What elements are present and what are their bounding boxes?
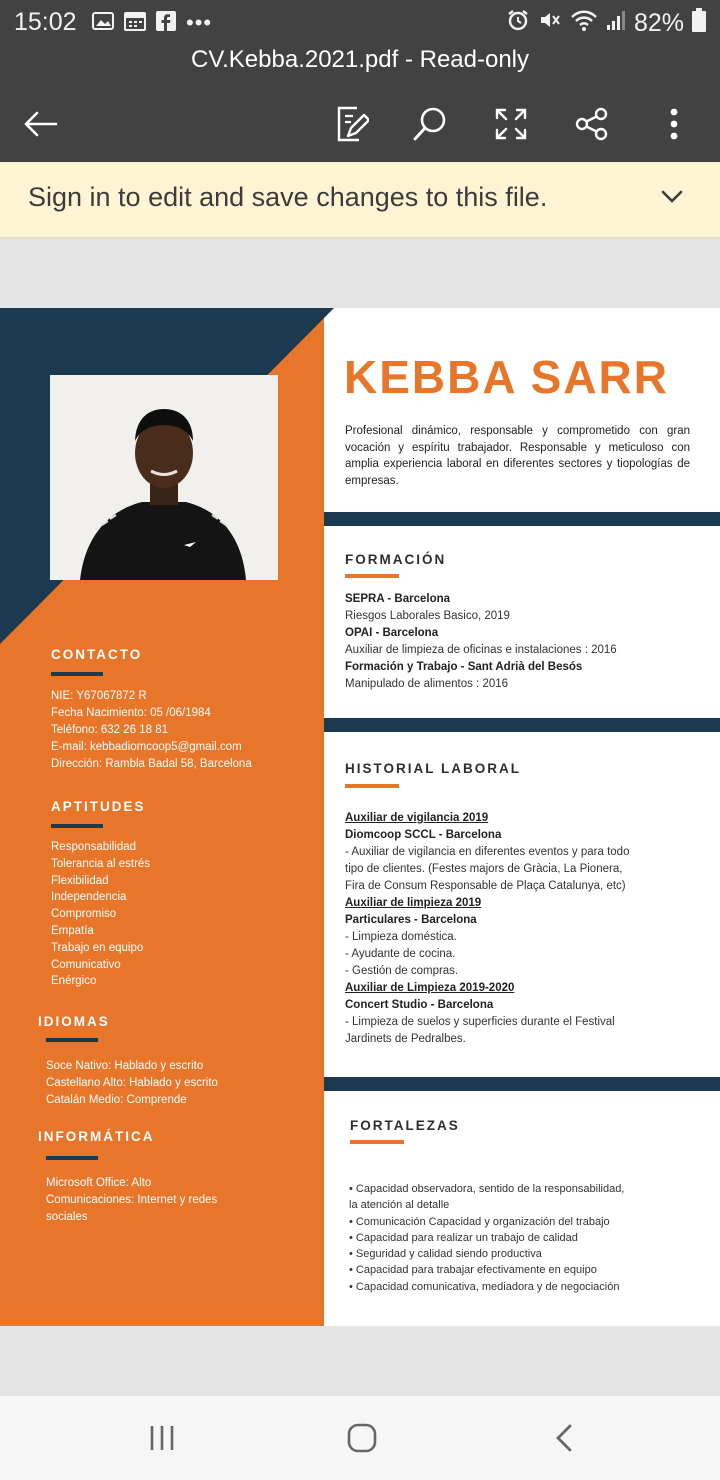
- formacion-line: Auxiliar de limpieza de oficinas e instalaciones : 2016: [345, 644, 617, 656]
- aptitud-item: Tolerancia al estrés: [51, 857, 151, 870]
- calendar-icon: [124, 11, 146, 36]
- historial-line: Fira de Consum Responsable de Plaça Catalunya, etc): [345, 880, 626, 892]
- informatica-divider: [46, 1156, 98, 1160]
- share-icon[interactable]: [570, 102, 614, 146]
- facebook-icon: [156, 11, 176, 36]
- back-icon[interactable]: [542, 1416, 586, 1460]
- cv-summary: Profesional dinámico, responsable y comprometido con gran vocación y espíritu trabajador. Responsable y meticuloso con amplia experiencia laboral en diferentes sectores y tiopologías de empresas.: [345, 425, 690, 487]
- aptitud-item: Empatía: [51, 924, 94, 937]
- aptitud-item: Responsabilidad: [51, 841, 137, 853]
- banner-text: Sign in to edit and save changes to this file.: [28, 182, 548, 212]
- pdf-page: [0, 308, 720, 1326]
- historial-line: Concert Studio - Barcelona: [345, 999, 494, 1011]
- formacion-line: Formación y Trabajo - Sant Adrià del Besós: [345, 661, 583, 673]
- idioma-item: Soce Nativo: Hablado y escrito: [46, 1060, 204, 1072]
- fullscreen-icon[interactable]: [489, 102, 533, 146]
- aptitud-item: Independencia: [51, 891, 127, 904]
- fortaleza-item: • Capacidad comunicativa, mediadora y de negociación: [349, 1280, 620, 1293]
- aptitudes-divider: [51, 824, 103, 828]
- signal-icon: [606, 9, 626, 38]
- aptitud-item: Comunicativo: [51, 958, 121, 971]
- fortaleza-item: • Capacidad para trabajar efectivamente en equipo: [349, 1264, 597, 1277]
- formacion-list: [345, 591, 685, 693]
- fortalezas-list: [349, 1181, 689, 1295]
- idiomas-heading: IDIOMAS: [38, 1014, 110, 1029]
- historial-divider: [345, 784, 399, 788]
- aptitudes-heading: APTITUDES: [51, 799, 146, 814]
- sign-in-banner[interactable]: [0, 162, 720, 238]
- formacion-line: Manipulado de alimentos : 2016: [345, 678, 509, 690]
- historial-line: Particulares - Barcelona: [345, 914, 477, 926]
- cv-name: KEBBA SARR: [344, 351, 669, 403]
- informatica-item: Comunicaciones: Internet y redes: [46, 1194, 218, 1206]
- toolbar: [0, 44, 720, 162]
- mute-icon: [538, 8, 562, 39]
- formacion-line: Riesgos Laborales Basico, 2019: [345, 610, 510, 622]
- edit-icon[interactable]: [330, 102, 374, 146]
- recent-apps-icon[interactable]: [140, 1416, 184, 1460]
- formacion-line: OPAI - Barcelona: [345, 627, 439, 639]
- informatica-list: [46, 1175, 217, 1226]
- back-arrow-icon[interactable]: [18, 102, 62, 146]
- formacion-heading: FORMACIÓN: [345, 552, 447, 567]
- historial-line: Diomcoop SCCL - Barcelona: [345, 829, 502, 841]
- idioma-item: Castellano Alto: Hablado y escrito: [46, 1077, 218, 1089]
- historial-line: - Auxiliar de vigilancia en diferentes eventos y para todo: [345, 846, 630, 858]
- contacto-line: NIE: Y67067872 R: [51, 690, 147, 702]
- contacto-heading: CONTACTO: [51, 647, 143, 662]
- informatica-item: sociales: [46, 1211, 88, 1223]
- chevron-down-icon[interactable]: [660, 188, 684, 209]
- historial-line: - Ayudante de cocina.: [345, 948, 456, 960]
- idiomas-divider: [46, 1038, 98, 1042]
- profile-photo: [50, 375, 278, 580]
- historial-line: - Limpieza doméstica.: [345, 931, 457, 943]
- wifi-icon: [570, 8, 598, 39]
- historial-list: [345, 810, 685, 1048]
- search-icon[interactable]: [408, 102, 452, 146]
- home-icon[interactable]: [340, 1416, 384, 1460]
- document-title: CV.Kebba.2021.pdf - Read-only: [190, 46, 529, 73]
- historial-line: tipo de clientes. (Festes majors de Gràcia, La Pionera,: [345, 863, 623, 875]
- historial-line: - Limpieza de suelos y superficies durante el Festival: [345, 1016, 615, 1028]
- formacion-divider: [345, 574, 399, 578]
- status-bar: [0, 0, 720, 44]
- status-time: 15:02: [14, 8, 77, 36]
- contacto-line: E-mail: kebbadiomcoop5@gmail.com: [51, 741, 242, 753]
- more-vert-icon[interactable]: [652, 102, 696, 146]
- aptitud-item: Enérgico: [51, 975, 97, 988]
- alarm-icon: [506, 8, 530, 39]
- fortaleza-item: • Seguridad y calidad siendo productiva: [349, 1248, 542, 1261]
- informatica-item: Microsoft Office: Alto: [46, 1177, 152, 1189]
- historial-line: Jardinets de Pedralbes.: [345, 1033, 466, 1045]
- fortaleza-item: • Comunicación Capacidad y organización del trabajo: [349, 1215, 610, 1228]
- page-gap: [0, 1326, 720, 1396]
- contacto-line: Dirección: Rambla Badal 58, Barcelona: [51, 758, 252, 770]
- aptitudes-list: [51, 839, 150, 990]
- section-band: [324, 1077, 720, 1091]
- fortaleza-item: • Capacidad observadora, sentido de la responsabilidad,: [349, 1183, 625, 1195]
- historial-line: - Gestión de compras.: [345, 965, 459, 977]
- historial-line: Auxiliar de vigilancia 2019: [345, 812, 489, 824]
- historial-line: Auxiliar de Limpieza 2019-2020: [345, 982, 515, 994]
- aptitud-item: Compromiso: [51, 908, 117, 921]
- contacto-divider: [51, 672, 103, 676]
- informatica-heading: INFORMÁTICA: [38, 1129, 155, 1144]
- battery-icon: [692, 8, 706, 39]
- historial-line: Auxiliar de limpieza 2019: [345, 897, 482, 909]
- formacion-line: SEPRA - Barcelona: [345, 593, 451, 605]
- more-dots-icon: •••: [186, 10, 213, 35]
- fortaleza-item: la atención al detalle: [349, 1199, 450, 1212]
- battery-percent: 82%: [633, 9, 684, 37]
- idiomas-list: [46, 1058, 218, 1109]
- fortalezas-heading: FORTALEZAS: [350, 1118, 460, 1133]
- fortalezas-divider: [350, 1140, 404, 1144]
- aptitud-item: Trabajo en equipo: [51, 941, 144, 954]
- aptitud-item: Flexibilidad: [51, 874, 109, 887]
- contacto-line: Teléfono: 632 26 18 81: [51, 724, 169, 736]
- section-band: [324, 512, 720, 526]
- gallery-icon: [92, 11, 114, 36]
- navigation-bar: [0, 1396, 720, 1480]
- contacto-line: Fecha Nacimiento: 05 /06/1984: [51, 707, 211, 719]
- section-band: [324, 718, 720, 732]
- historial-heading: HISTORIAL LABORAL: [345, 761, 522, 776]
- idioma-item: Catalán Medio: Comprende: [46, 1094, 187, 1106]
- contacto-list: [51, 688, 252, 773]
- fortaleza-item: • Capacidad para realizar un trabajo de calidad: [349, 1231, 578, 1244]
